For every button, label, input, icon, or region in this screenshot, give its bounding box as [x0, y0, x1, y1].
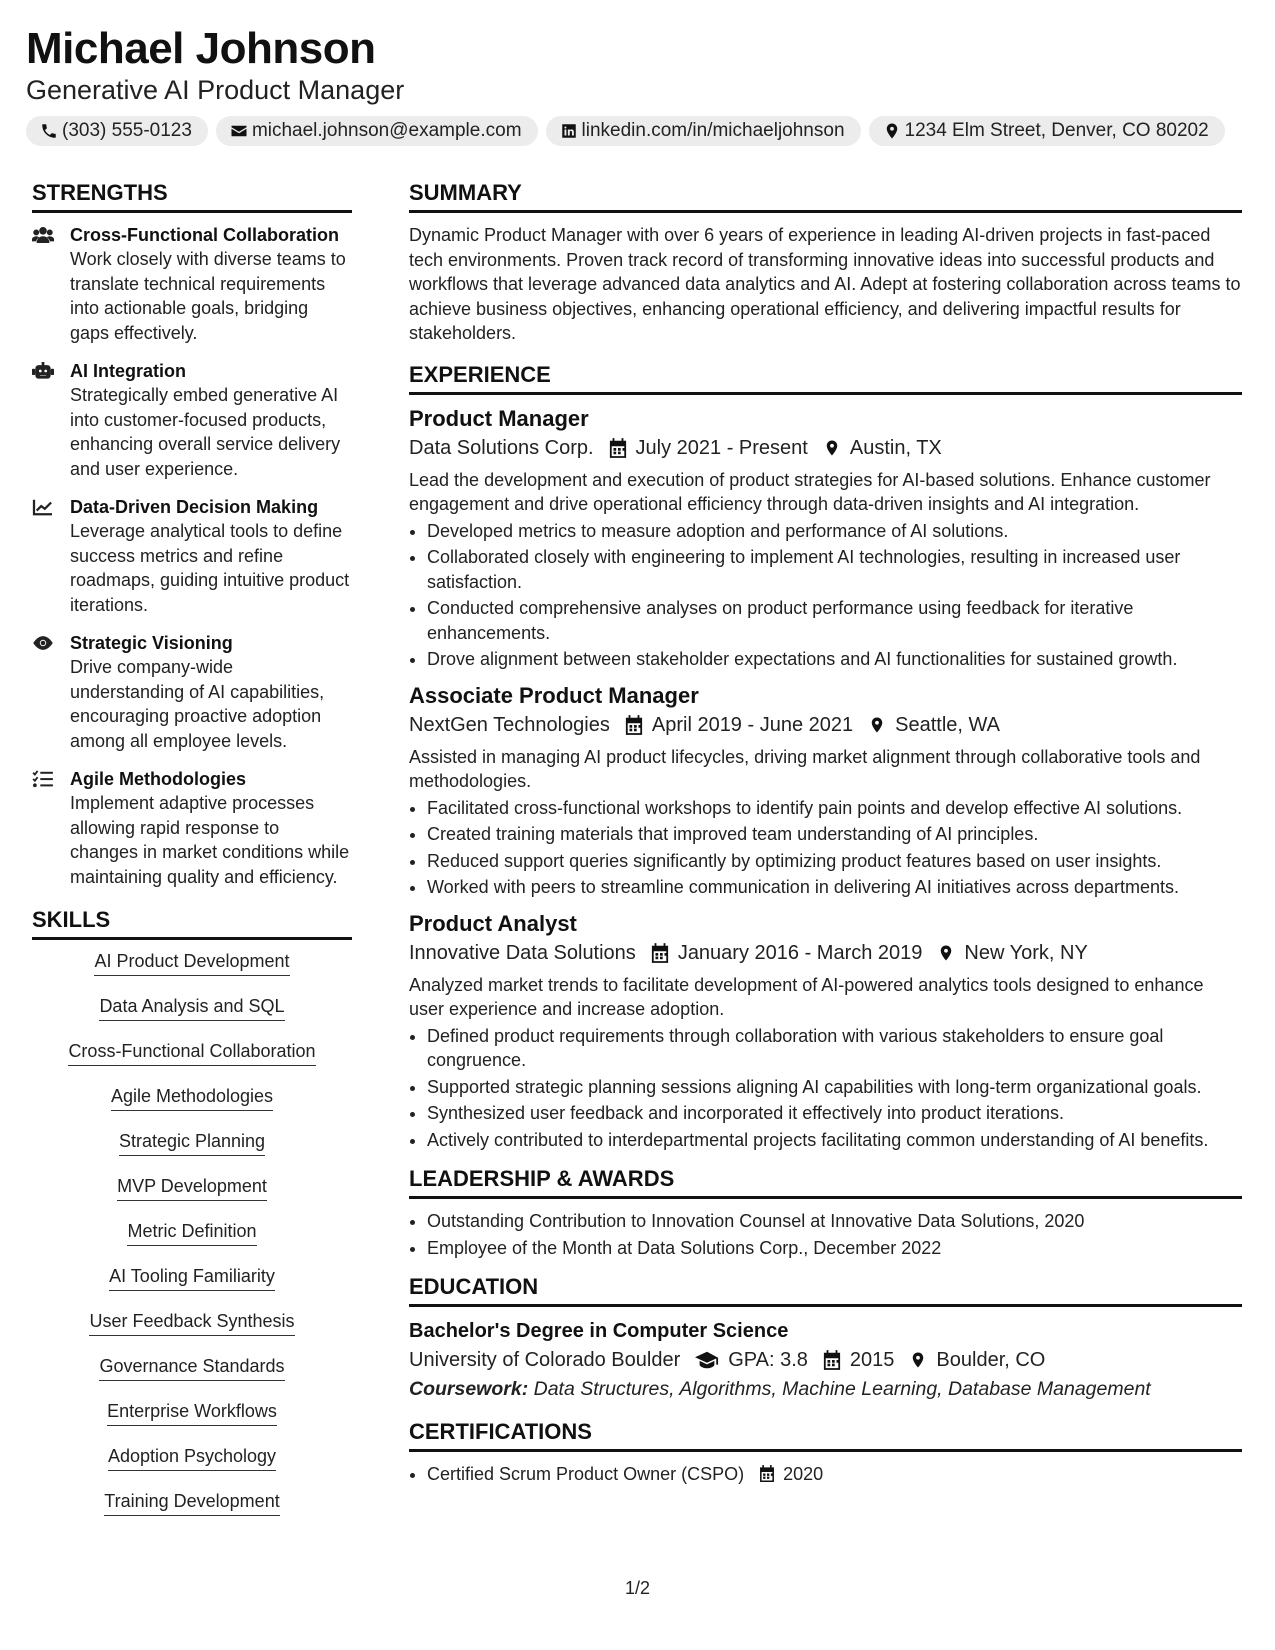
job-location: Seattle, WA [895, 713, 1000, 736]
strength-title: AI Integration [70, 361, 186, 381]
certifications-heading: CERTIFICATIONS [409, 1419, 1242, 1452]
skill-tag: Cross-Functional Collaboration [68, 1040, 315, 1066]
job-entry [409, 405, 1242, 672]
map-pin-icon [868, 715, 886, 735]
graduation-cap-icon [695, 1350, 719, 1370]
job-description: Analyzed market trends to facilitate development of AI-powered analytics tools designed to enhance user experience and increase adoption. [409, 974, 1204, 1019]
certification-item [427, 1462, 1242, 1487]
certification-year: 2020 [783, 1464, 824, 1484]
job-company: NextGen Technologies [409, 713, 610, 736]
users-icon [32, 226, 54, 244]
address-text: 1234 Elm Street, Denver, CO 80202 [904, 120, 1209, 141]
robot-icon [32, 362, 54, 380]
strength-desc: Leverage analytical tools to define success metrics and refine roadmaps, guiding intuitive product iterations. [70, 521, 350, 615]
job-bullets [409, 796, 1242, 900]
phone-text: (303) 555-0123 [62, 120, 192, 141]
education-meta [409, 1345, 1242, 1375]
job-dates: April 2019 - June 2021 [651, 713, 854, 736]
experience-heading: EXPERIENCE [409, 362, 1242, 395]
calendar-icon [651, 943, 669, 963]
phone-icon [40, 122, 58, 140]
certification-name: Certified Scrum Product Owner (CSPO) [427, 1464, 745, 1484]
envelope-icon [230, 122, 248, 140]
summary-text: Dynamic Product Manager with over 6 years of experience in leading AI-driven projects in fast-paced tech environments. Proven track record of transforming innovative ideas into successful products and workflows that leverage advanced data analytics and AI. Adept at fostering collaboration across teams to achieve business objectives, enhancing operational efficiency, and delivering impactful results for stakeholders. [409, 225, 1241, 343]
candidate-title: Generative AI Product Manager [26, 75, 405, 105]
job-entry [409, 682, 1242, 900]
award-item: • Employee of the Month at Data Solutions Corp., December 2022 [427, 1236, 1242, 1261]
skill-tag: Agile Methodologies [111, 1085, 273, 1111]
leadership-heading: LEADERSHIP & AWARDS [409, 1166, 1242, 1199]
job-meta [409, 433, 1242, 463]
strength-item [32, 767, 352, 889]
strength-desc: Drive company-wide understanding of AI capabilities, encouraging proactive adoption among all employee levels. [70, 657, 325, 751]
bullet-item: • Synthesized user feedback and incorporated it effectively into product iterations. [427, 1101, 1242, 1126]
bullet-item: • Created training materials that improved team understanding of AI principles. [427, 822, 1242, 847]
skill-tag: Training Development [104, 1490, 279, 1516]
job-title: Product Manager [409, 405, 589, 431]
job-company: Innovative Data Solutions [409, 941, 636, 964]
strength-desc: Implement adaptive processes allowing rapid response to changes in market conditions while maintaining quality and efficiency. [70, 793, 350, 887]
award-item: • Outstanding Contribution to Innovation Counsel at Innovative Data Solutions, 2020 [427, 1209, 1242, 1234]
job-bullets [409, 519, 1242, 672]
contact-email[interactable] [216, 116, 538, 146]
bullet-item: • Reduced support queries significantly by optimizing product features based on user insights. [427, 849, 1242, 874]
strength-desc: Strategically embed generative AI into customer-focused products, enhancing overall service delivery and user experience. [70, 385, 341, 479]
education-location: Boulder, CO [936, 1349, 1046, 1371]
skill-tag: Governance Standards [99, 1355, 284, 1381]
page-number: 1/2 [625, 1578, 651, 1598]
job-title: Associate Product Manager [409, 682, 699, 708]
bullet-item: • Supported strategic planning sessions aligning AI capabilities with long-term organizational goals. [427, 1075, 1242, 1100]
map-pin-icon [883, 122, 901, 140]
candidate-name: Michael Johnson [26, 24, 376, 73]
job-entry [409, 910, 1242, 1153]
education-degree: Bachelor's Degree in Computer Science [409, 1320, 789, 1342]
skill-tag: Adoption Psychology [108, 1445, 276, 1471]
strength-item [32, 223, 352, 345]
right-column [409, 180, 1242, 1489]
education-heading: EDUCATION [409, 1274, 1242, 1307]
calendar-icon [609, 438, 627, 458]
email-text: michael.johnson@example.com [251, 120, 522, 141]
job-bullets [409, 1024, 1242, 1153]
bullet-item: • Conducted comprehensive analyses on product performance using feedback for iterative enhancements. [427, 596, 1242, 645]
left-column [32, 180, 352, 1535]
skill-tag: Metric Definition [127, 1220, 256, 1246]
contact-phone[interactable] [26, 116, 208, 146]
bullet-item: • Developed metrics to measure adoption and performance of AI solutions. [427, 519, 1242, 544]
skill-tag: Strategic Planning [119, 1130, 265, 1156]
bullet-item: • Collaborated closely with engineering to implement AI technologies, resulting in increased user satisfaction. [427, 545, 1242, 594]
eye-icon [32, 634, 54, 652]
contact-bar [26, 116, 1249, 146]
skills-heading: SKILLS [32, 907, 352, 940]
coursework-label: Coursework: [409, 1378, 529, 1400]
strength-desc: Work closely with diverse teams to translate technical requirements into actionable goals, bridging gaps effectively. [70, 249, 346, 343]
strength-item [32, 495, 352, 617]
job-dates: January 2016 - March 2019 [677, 941, 923, 964]
education-school: University of Colorado Boulder [409, 1349, 681, 1371]
strength-title: Data-Driven Decision Making [70, 497, 319, 517]
linkedin-icon [560, 122, 578, 140]
job-dates: July 2021 - Present [635, 436, 808, 459]
linkedin-text: linkedin.com/in/michaeljohnson [581, 120, 845, 141]
chart-line-icon [32, 498, 54, 516]
job-company: Data Solutions Corp. [409, 436, 594, 459]
strength-title: Agile Methodologies [70, 769, 247, 789]
map-pin-icon [937, 943, 955, 963]
skill-tag: Enterprise Workflows [107, 1400, 277, 1426]
skill-tag: MVP Development [117, 1175, 267, 1201]
bullet-item: • Actively contributed to interdepartmental projects facilitating common understanding of AI benefits. [427, 1128, 1242, 1153]
map-pin-icon [823, 438, 841, 458]
bullet-item: • Defined product requirements through collaboration with various stakeholders to ensure goal congruence. [427, 1024, 1242, 1073]
bullet-item: • Facilitated cross-functional workshops to identify pain points and develop effective AI solutions. [427, 796, 1242, 821]
summary-heading: SUMMARY [409, 180, 1242, 213]
coursework-text: Data Structures, Algorithms, Machine Learning, Database Management [533, 1378, 1151, 1400]
strengths-heading: STRENGTHS [32, 180, 352, 213]
strength-item [32, 631, 352, 753]
job-title: Product Analyst [409, 910, 577, 936]
skill-tag: Data Analysis and SQL [99, 995, 284, 1021]
job-location: New York, NY [964, 941, 1088, 964]
calendar-icon [759, 1465, 775, 1482]
bullet-item: • Worked with peers to streamline communication in delivering AI initiatives across departments. [427, 875, 1242, 900]
certifications-list [409, 1462, 1242, 1487]
education-gpa: GPA: 3.8 [728, 1349, 808, 1371]
strength-title: Strategic Visioning [70, 633, 233, 653]
job-description: Assisted in managing AI product lifecycles, driving market alignment through collaborative tools and methodologies. [409, 746, 1201, 791]
bullet-item: • Drove alignment between stakeholder expectations and AI functionalities for sustained growth. [427, 647, 1242, 672]
calendar-icon [625, 715, 643, 735]
list-check-icon [32, 770, 54, 788]
job-meta [409, 938, 1242, 968]
job-location: Austin, TX [849, 436, 942, 459]
leadership-list [409, 1209, 1242, 1260]
skills-list [32, 950, 352, 1535]
job-meta [409, 710, 1242, 740]
education-coursework [409, 1375, 1242, 1403]
skill-tag: AI Product Development [94, 950, 289, 976]
strength-title: Cross-Functional Collaboration [70, 225, 340, 245]
contact-linkedin[interactable] [546, 116, 861, 146]
calendar-icon [823, 1350, 841, 1370]
skill-tag: AI Tooling Familiarity [109, 1265, 275, 1291]
skill-tag: User Feedback Synthesis [89, 1310, 294, 1336]
resume-header [26, 24, 1249, 146]
map-pin-icon [909, 1350, 927, 1370]
strength-item [32, 359, 352, 481]
job-description: Lead the development and execution of product strategies for AI-based solutions. Enhance customer engagement and drive operational efficiency through data-driven insights and AI integration. [409, 469, 1211, 514]
contact-address [869, 116, 1225, 146]
education-year: 2015 [849, 1349, 895, 1371]
